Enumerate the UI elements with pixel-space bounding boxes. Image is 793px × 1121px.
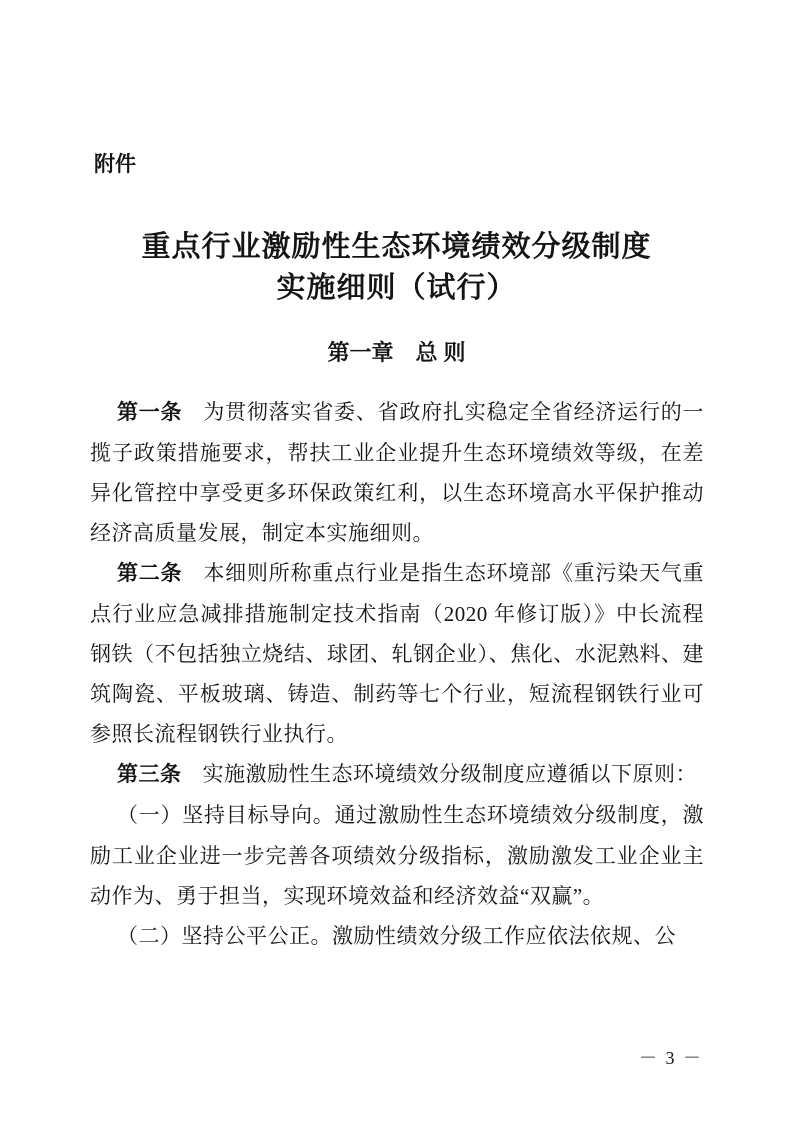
title-line-2: 实施细则（试行） bbox=[276, 272, 517, 304]
body-paragraph bbox=[90, 553, 704, 754]
article-label: 第二条 bbox=[117, 562, 183, 585]
article-text: 实施激励性生态环境绩效分级制度应遵循以下原则： bbox=[202, 762, 697, 786]
article-text: （二）坚持公平公正。激励性绩效分级工作应依法依规、公 bbox=[117, 924, 676, 948]
chapter-heading: 第一章 总 则 bbox=[327, 340, 466, 365]
body-paragraph bbox=[90, 916, 704, 957]
body-paragraph bbox=[90, 392, 704, 553]
body-paragraph bbox=[90, 754, 704, 795]
attachment-label: 附件 bbox=[94, 153, 136, 176]
article-text: 为贯彻落实省委、省政府扎实稳定全省经济运行的一揽子政策措施要求，帮扶工业企业提升生态环境绩效等级，在差异化管控中享受更多环保政策红利，以生态环境高水平保护推动经济高质量发展，制定本实施细则。 bbox=[90, 400, 705, 545]
document-body bbox=[90, 392, 704, 957]
title-line-1: 重点行业激励性生态环境绩效分级制度 bbox=[141, 231, 652, 263]
article-label: 第三条 bbox=[117, 763, 182, 786]
article-text: 本细则所称重点行业是指生态环境部《重污染天气重点行业应急减排措施制定技术指南（2020 年修订版）》中长流程钢铁（不包括独立烧结、球团、轧钢企业）、焦化、水泥熟料、建筑陶瓷、平板玻璃、铸造、制药等七个行业，短流程钢铁行业可参照长流程钢铁行业执行。 bbox=[90, 561, 705, 746]
page-number: － 3 － bbox=[639, 1048, 703, 1068]
body-paragraph bbox=[90, 795, 704, 916]
article-text: （一）坚持目标导向。通过激励性生态环境绩效分级制度，激励工业企业进一步完善各项绩效分级指标，激励激发工业企业主动作为、勇于担当，实现环境效益和经济效益“双赢”。 bbox=[90, 803, 704, 908]
article-label: 第一条 bbox=[117, 401, 183, 424]
document-title bbox=[0, 227, 793, 309]
